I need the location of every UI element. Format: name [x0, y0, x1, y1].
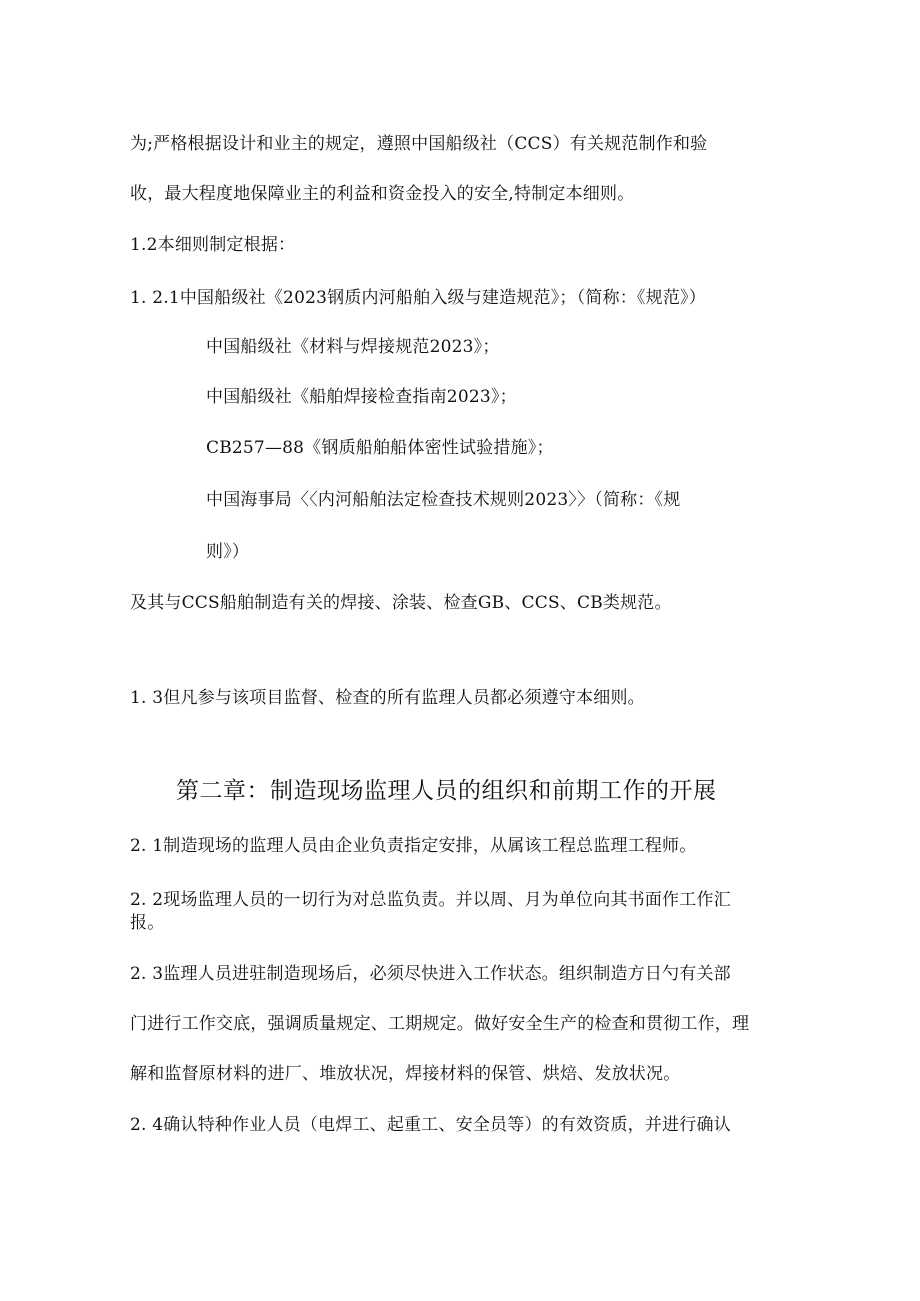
section-1-2-title: 1.2本细则制定根据： [130, 235, 296, 255]
intro-line-1: 为;严格根据设计和业主的规定，遵照中国船级社（CCS）有关规范制作和验 [130, 134, 708, 154]
reference-item-3: 中国船级社《船舶焊接检查指南2023》； [206, 387, 517, 407]
reference-item-1: 1. 2.1中国船级社《2023钢质内河船舶入级与建造规范》；（简称：《规范》） [130, 288, 706, 308]
chapter-2-title: 第二章：制造现场监理人员的组织和前期工作的开展 [176, 778, 717, 804]
chapter-2-paragraph-3-line-3: 解和监督原材料的进厂、堆放状况，焊接材料的保管、烘焙、发放状况。 [130, 1064, 681, 1084]
chapter-2-paragraph-2-line-1: 2. 2现场监理人员的一切行为对总监负责。并以周、月为单位向其书面作工作汇 [130, 890, 731, 910]
section-1-3-text: 1. 3但凡参与该项目监督、检查的所有监理人员都必须遵守本细则。 [130, 688, 645, 708]
chapter-2-paragraph-3-line-2: 门进行工作交底，强调质量规定、工期规定。做好安全生产的检查和贯彻工作，理 [130, 1014, 750, 1034]
intro-line-2: 收，最大程度地保障业主的利益和资金投入的安全,特制定本细则。 [130, 184, 635, 204]
reference-item-5-line-2: 则》） [206, 542, 250, 562]
reference-item-2: 中国船级社《材料与焊接规范2023》； [206, 337, 500, 357]
chapter-2-paragraph-2-line-2: 报。 [130, 913, 165, 933]
reference-item-4: CB257—88《钢质船舶船体密性试验措施》； [206, 438, 554, 458]
chapter-2-paragraph-1: 2. 1制造现场的监理人员由企业负责指定安排，从属该工程总监理工程师。 [130, 836, 697, 856]
chapter-2-paragraph-4: 2. 4确认特种作业人员（电焊工、起重工、安全员等）的有效资质，并进行确认 [130, 1115, 731, 1135]
reference-item-5-line-1: 中国海事局〈〈内河船舶法定检查技术规则2023〉〉（简称：《规 [206, 490, 681, 510]
chapter-2-paragraph-3-line-1: 2. 3监理人员进驻制造现场后，必须尽快进入工作状态。组织制造方日勺有关部 [130, 964, 731, 984]
section-1-2-footer: 及其与CCS船舶制造有关的焊接、涂装、检查GB、CCS、CB类规范。 [130, 593, 672, 613]
